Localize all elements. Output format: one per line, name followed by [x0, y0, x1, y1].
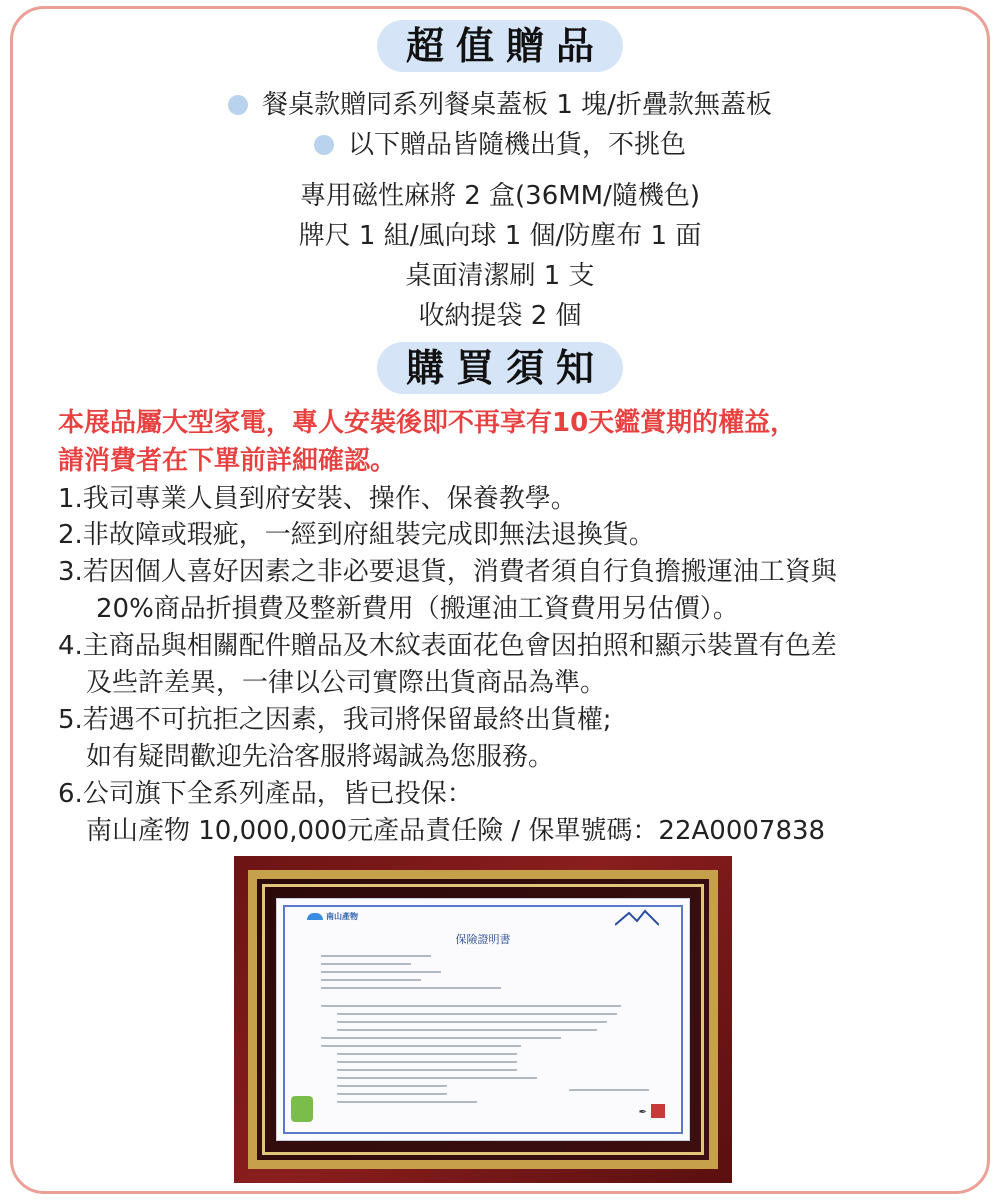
rule-continuation: 20%商品折損費及整新費用（搬運油工資費用另估價）。: [96, 594, 739, 624]
rule-item: 1.我司專業人員到府安裝、操作、保養教學。: [58, 484, 577, 514]
purchase-notice-line-1: 本展品屬大型家電，專人安裝後即不再享有10天鑑賞期的權益，: [58, 408, 797, 438]
rule-item: 3.若因個人喜好因素之非必要退貨，消費者須自行負擔搬運油工資與: [58, 557, 837, 587]
gift-item: 桌面清潔刷 1 支: [405, 261, 595, 291]
signature: ✒︎: [638, 1107, 647, 1118]
rule-continuation: 南山產物 10,000,000元產品責任險 / 保單號碼：22A0007838: [86, 816, 826, 846]
gift-item: 牌尺 1 組/風向球 1 個/防塵布 1 面: [298, 221, 702, 251]
purchase-heading: 購買須知: [377, 342, 623, 394]
rule-item: 4.主商品與相關配件贈品及木紋表面花色會因拍照和顯示裝置有色差: [58, 631, 837, 661]
rule-item: 5.若遇不可抗拒之因素，我司將保留最終出貨權;: [58, 705, 612, 735]
insurer-logo: 南山產物: [307, 911, 358, 922]
gift-bullet-2: [0, 124, 1000, 161]
rule-continuation: 及些許差異，一律以公司實際出貨商品為準。: [86, 668, 607, 698]
seal-stamp-icon: [651, 1104, 665, 1118]
gift-bullet-1: [0, 84, 1000, 121]
bullet-dot-icon: [228, 95, 248, 115]
gift-item: 專用磁性麻將 2 盒(36MM/隨機色): [299, 181, 701, 211]
rule-item: 2.非故障或瑕疵，一經到府組裝完成即無法退換貨。: [58, 520, 655, 550]
certificate-title: 保險證明書: [455, 933, 511, 946]
gifts-heading: 超值贈品: [377, 20, 623, 72]
mountain-icon: [615, 909, 659, 927]
bullet-dot-icon: [314, 135, 334, 155]
gift-bullet-1-text: 餐桌款贈同系列餐桌蓋板 1 塊/折疊款無蓋板: [262, 90, 772, 120]
carbon-label-icon: [291, 1096, 313, 1122]
purchase-notice-line-2: 請消費者在下單前詳細確認。: [58, 446, 397, 476]
gift-item: 收納提袋 2 個: [418, 301, 582, 331]
gift-bullet-2-text: 以下贈品皆隨機出貨，不挑色: [347, 130, 686, 160]
insurance-certificate-image: [234, 856, 732, 1183]
rule-item: 6.公司旗下全系列產品，皆已投保：: [58, 779, 473, 809]
rule-continuation: 如有疑問歡迎先洽客服將竭誠為您服務。: [86, 742, 555, 772]
certificate-paper: [276, 898, 690, 1141]
